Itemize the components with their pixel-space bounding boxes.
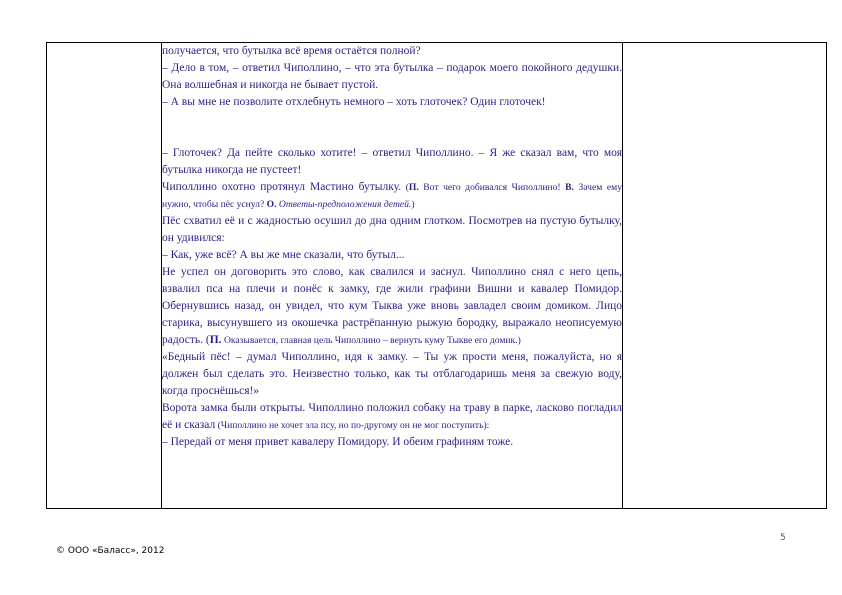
paragraph-3: – А вы мне не позволите отхлебнуть немного – хоть глоточек? Один глоточек!	[162, 96, 546, 108]
label-v: В.	[565, 182, 574, 193]
page-number: 5	[780, 533, 786, 543]
label-o: О.	[266, 199, 277, 210]
paragraph-8-text: Не успел он договорить это слово, как свалился и заснул. Чиполлино снял с него цепь, взвалил пса на плечи и понёс к замку, где жили графини Вишни и кавалер Помидор. Обернувшись назад, он увидел, что кум Тыква уже вновь завладел своим домиком. Лицо старика, высунувшего из окошечка растрёпанную рыжую бородку, выражало неописуемую радость.	[162, 266, 622, 346]
paragraph-11: – Передай от меня привет кавалеру Помидору. И обеим графиням тоже.	[162, 436, 514, 448]
paragraph-5	[162, 179, 622, 213]
teacher-note: (Чиполлино не хочет зла псу, но по-другому он не мог поступить):	[215, 420, 490, 431]
story-text	[162, 43, 622, 451]
paragraph-2: – Дело в том, – ответил Чиполлино, – что эта бутылка – подарок моего покойного дедушки. Она волшебная и никогда не бывает пустой.	[162, 62, 622, 91]
left-cell	[47, 43, 162, 509]
copyright-footer: © ООО «Баласс», 2012	[56, 546, 165, 556]
paragraph-9: «Бедный пёс! – думал Чиполлино, идя к замку. – Ты уж прости меня, пожалуйста, но я должен был сделать это. Неизвестно только, как ты отблагодаришь меня за свежую воду, когда проснёшься!»	[162, 351, 622, 397]
paragraph-10	[162, 400, 622, 434]
teacher-note: Оказывается, главная цель Чиполлино – вернуть куму Тыкве его домик.)	[221, 335, 521, 346]
label-p: П.	[408, 182, 419, 193]
lesson-table	[46, 42, 827, 509]
paragraph-6: Пёс схватил её и с жадностью осушил до дна одним глотком. Посмотрев на пустую бутылку, он удивился:	[162, 215, 622, 244]
teacher-note: (П. Вот чего добивался Чиполлино! В. Зачем ему нужно, чтобы пёс уснул? О. Ответы-предположения детей.)	[162, 182, 622, 210]
paragraph-4: – Глоточек? Да пейте сколько хотите! – ответил Чиполлино. – Я же сказал вам, что моя бутылка никогда не пустеет!	[162, 147, 622, 176]
paragraph-8: Не успел он договорить это слово, как свалился и заснул. Чиполлино снял с него цепь, взвалил пса на плечи и понёс к замку, где жили графини Вишни и кавалер Помидор. Обернувшись назад, он увидел, что кум Тыква уже вновь завладел своим домиком. Лицо старика, высунувшего из окошечка растрёпанную рыжую бородку, выражало неописуемую радость. (П. Оказывается, главная цель Чиполлино – вернуть куму Тыкве его домик.)	[162, 266, 622, 346]
paragraph-10-text: Ворота замка были открыты. Чиполлино положил собаку на траву в парке, ласково погладил её и сказал	[162, 402, 622, 431]
paragraph-5-text: Чиполлино охотно протянул Мастино бутылку.	[162, 181, 402, 193]
label-p: П.	[209, 334, 222, 346]
right-cell	[623, 43, 827, 509]
blank-space	[162, 111, 622, 145]
table-row	[47, 43, 827, 509]
main-text-cell	[162, 43, 623, 509]
paragraph-1: получается, что бутылка всё время остаётся полной?	[162, 45, 421, 57]
paragraph-7: – Как, уже всё? А вы же мне сказали, что бутыл...	[162, 249, 405, 261]
